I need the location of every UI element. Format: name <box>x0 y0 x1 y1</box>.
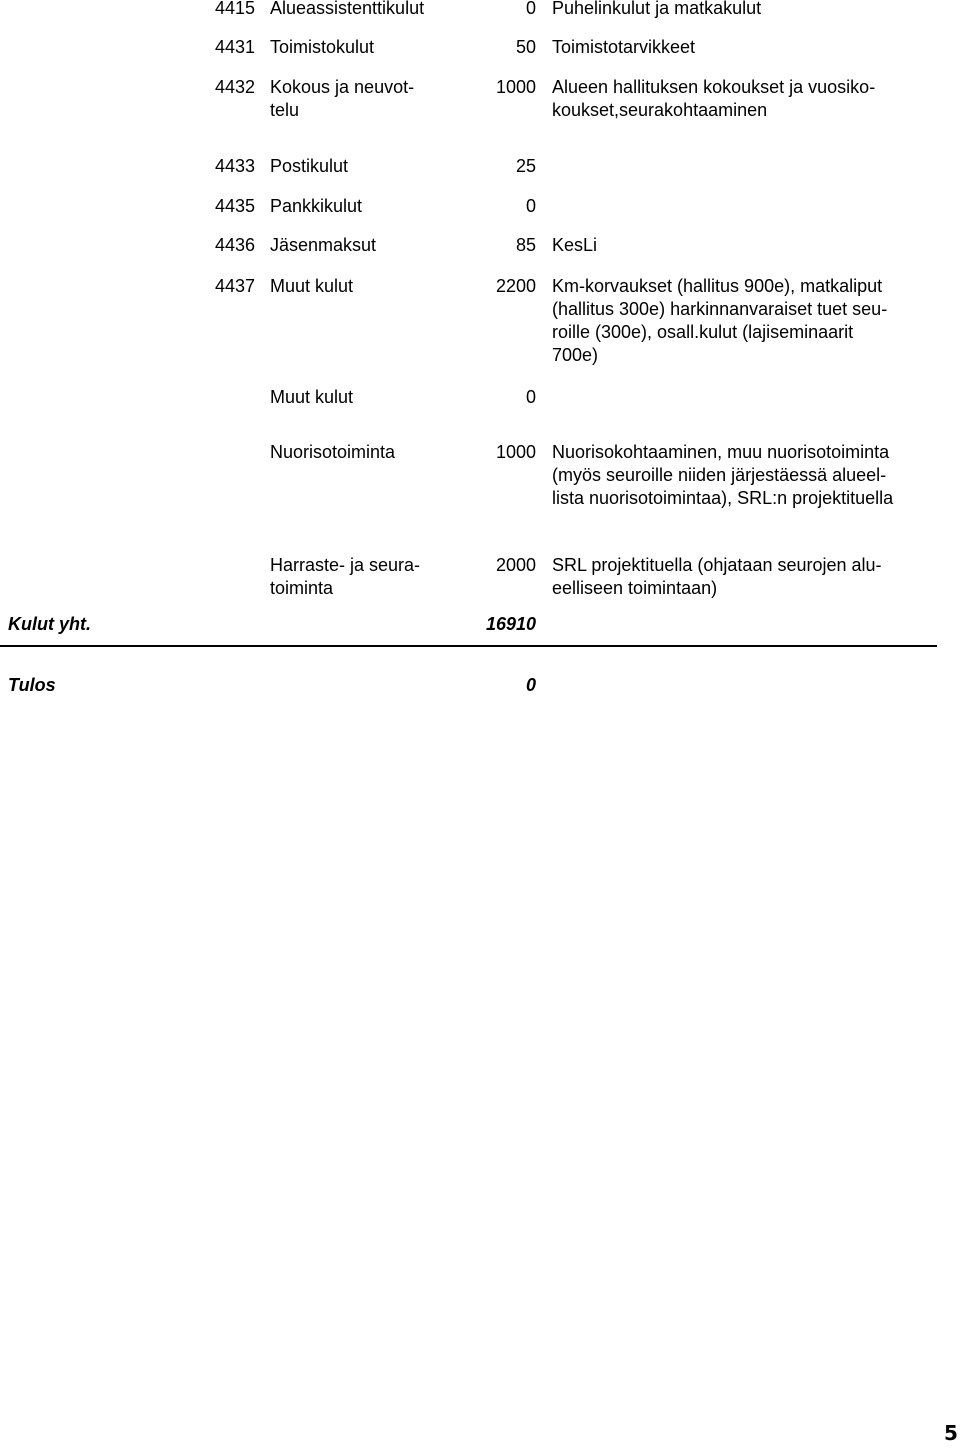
account-name: Nuorisotoiminta <box>270 442 396 462</box>
account-description: Km-korvaukset (hallitus 900e), matkaliput (hallitus 300e) harkinnanvaraiset tuet seu- roille (300e), osall.kulut (lajiseminaarit 700e) <box>552 276 888 365</box>
account-name: Harraste- ja seura- toiminta <box>270 555 421 598</box>
account-code: 4433 <box>214 156 255 176</box>
account-amount: 25 <box>515 156 536 176</box>
account-name: Jäsenmaksut <box>270 235 377 255</box>
account-name: Postikulut <box>270 156 349 176</box>
account-code: 4437 <box>214 276 255 296</box>
account-description: Nuorisokohtaaminen, muu nuorisotoiminta (myös seuroille niiden järjestäessä alueel- lista nuorisotoimintaa), SRL:n projektituella <box>552 442 894 508</box>
account-amount: 50 <box>515 37 536 57</box>
account-amount: 0 <box>525 0 536 18</box>
account-amount: 85 <box>515 235 536 255</box>
account-name: Toimistokulut <box>270 37 375 57</box>
expenses-total-value: 16910 <box>485 614 536 634</box>
account-description: Alueen hallituksen kokoukset ja vuosiko- koukset,seurakohtaaminen <box>552 77 876 120</box>
account-amount: 2200 <box>495 276 536 296</box>
account-code: 4435 <box>214 196 255 216</box>
account-amount: 0 <box>525 196 536 216</box>
account-name: Pankkikulut <box>270 196 363 216</box>
account-name: Alueassistenttikulut <box>270 0 425 18</box>
total-divider <box>0 645 937 647</box>
account-name: Muut kulut <box>270 387 354 407</box>
account-amount: 0 <box>525 387 536 407</box>
account-amount: 1000 <box>495 77 536 97</box>
account-code: 4436 <box>214 235 255 255</box>
account-code: 4431 <box>214 37 255 57</box>
account-description: SRL projektituella (ohjataan seurojen alu- eelliseen toimintaan) <box>552 555 882 598</box>
account-description: Puhelinkulut ja matkakulut <box>552 0 762 18</box>
account-amount: 2000 <box>495 555 536 575</box>
account-code: 4415 <box>214 0 255 18</box>
account-amount: 1000 <box>495 442 536 462</box>
account-description: KesLi <box>552 235 598 255</box>
expenses-total-label: Kulut yht. <box>8 614 91 634</box>
account-code: 4432 <box>214 77 255 97</box>
account-description: Toimistotarvikkeet <box>552 37 696 57</box>
account-name: Kokous ja neuvot- telu <box>270 77 415 120</box>
account-name: Muut kulut <box>270 276 354 296</box>
result-label: Tulos <box>8 675 56 695</box>
page-number: 5 <box>944 1421 958 1445</box>
result-value: 0 <box>525 675 536 695</box>
